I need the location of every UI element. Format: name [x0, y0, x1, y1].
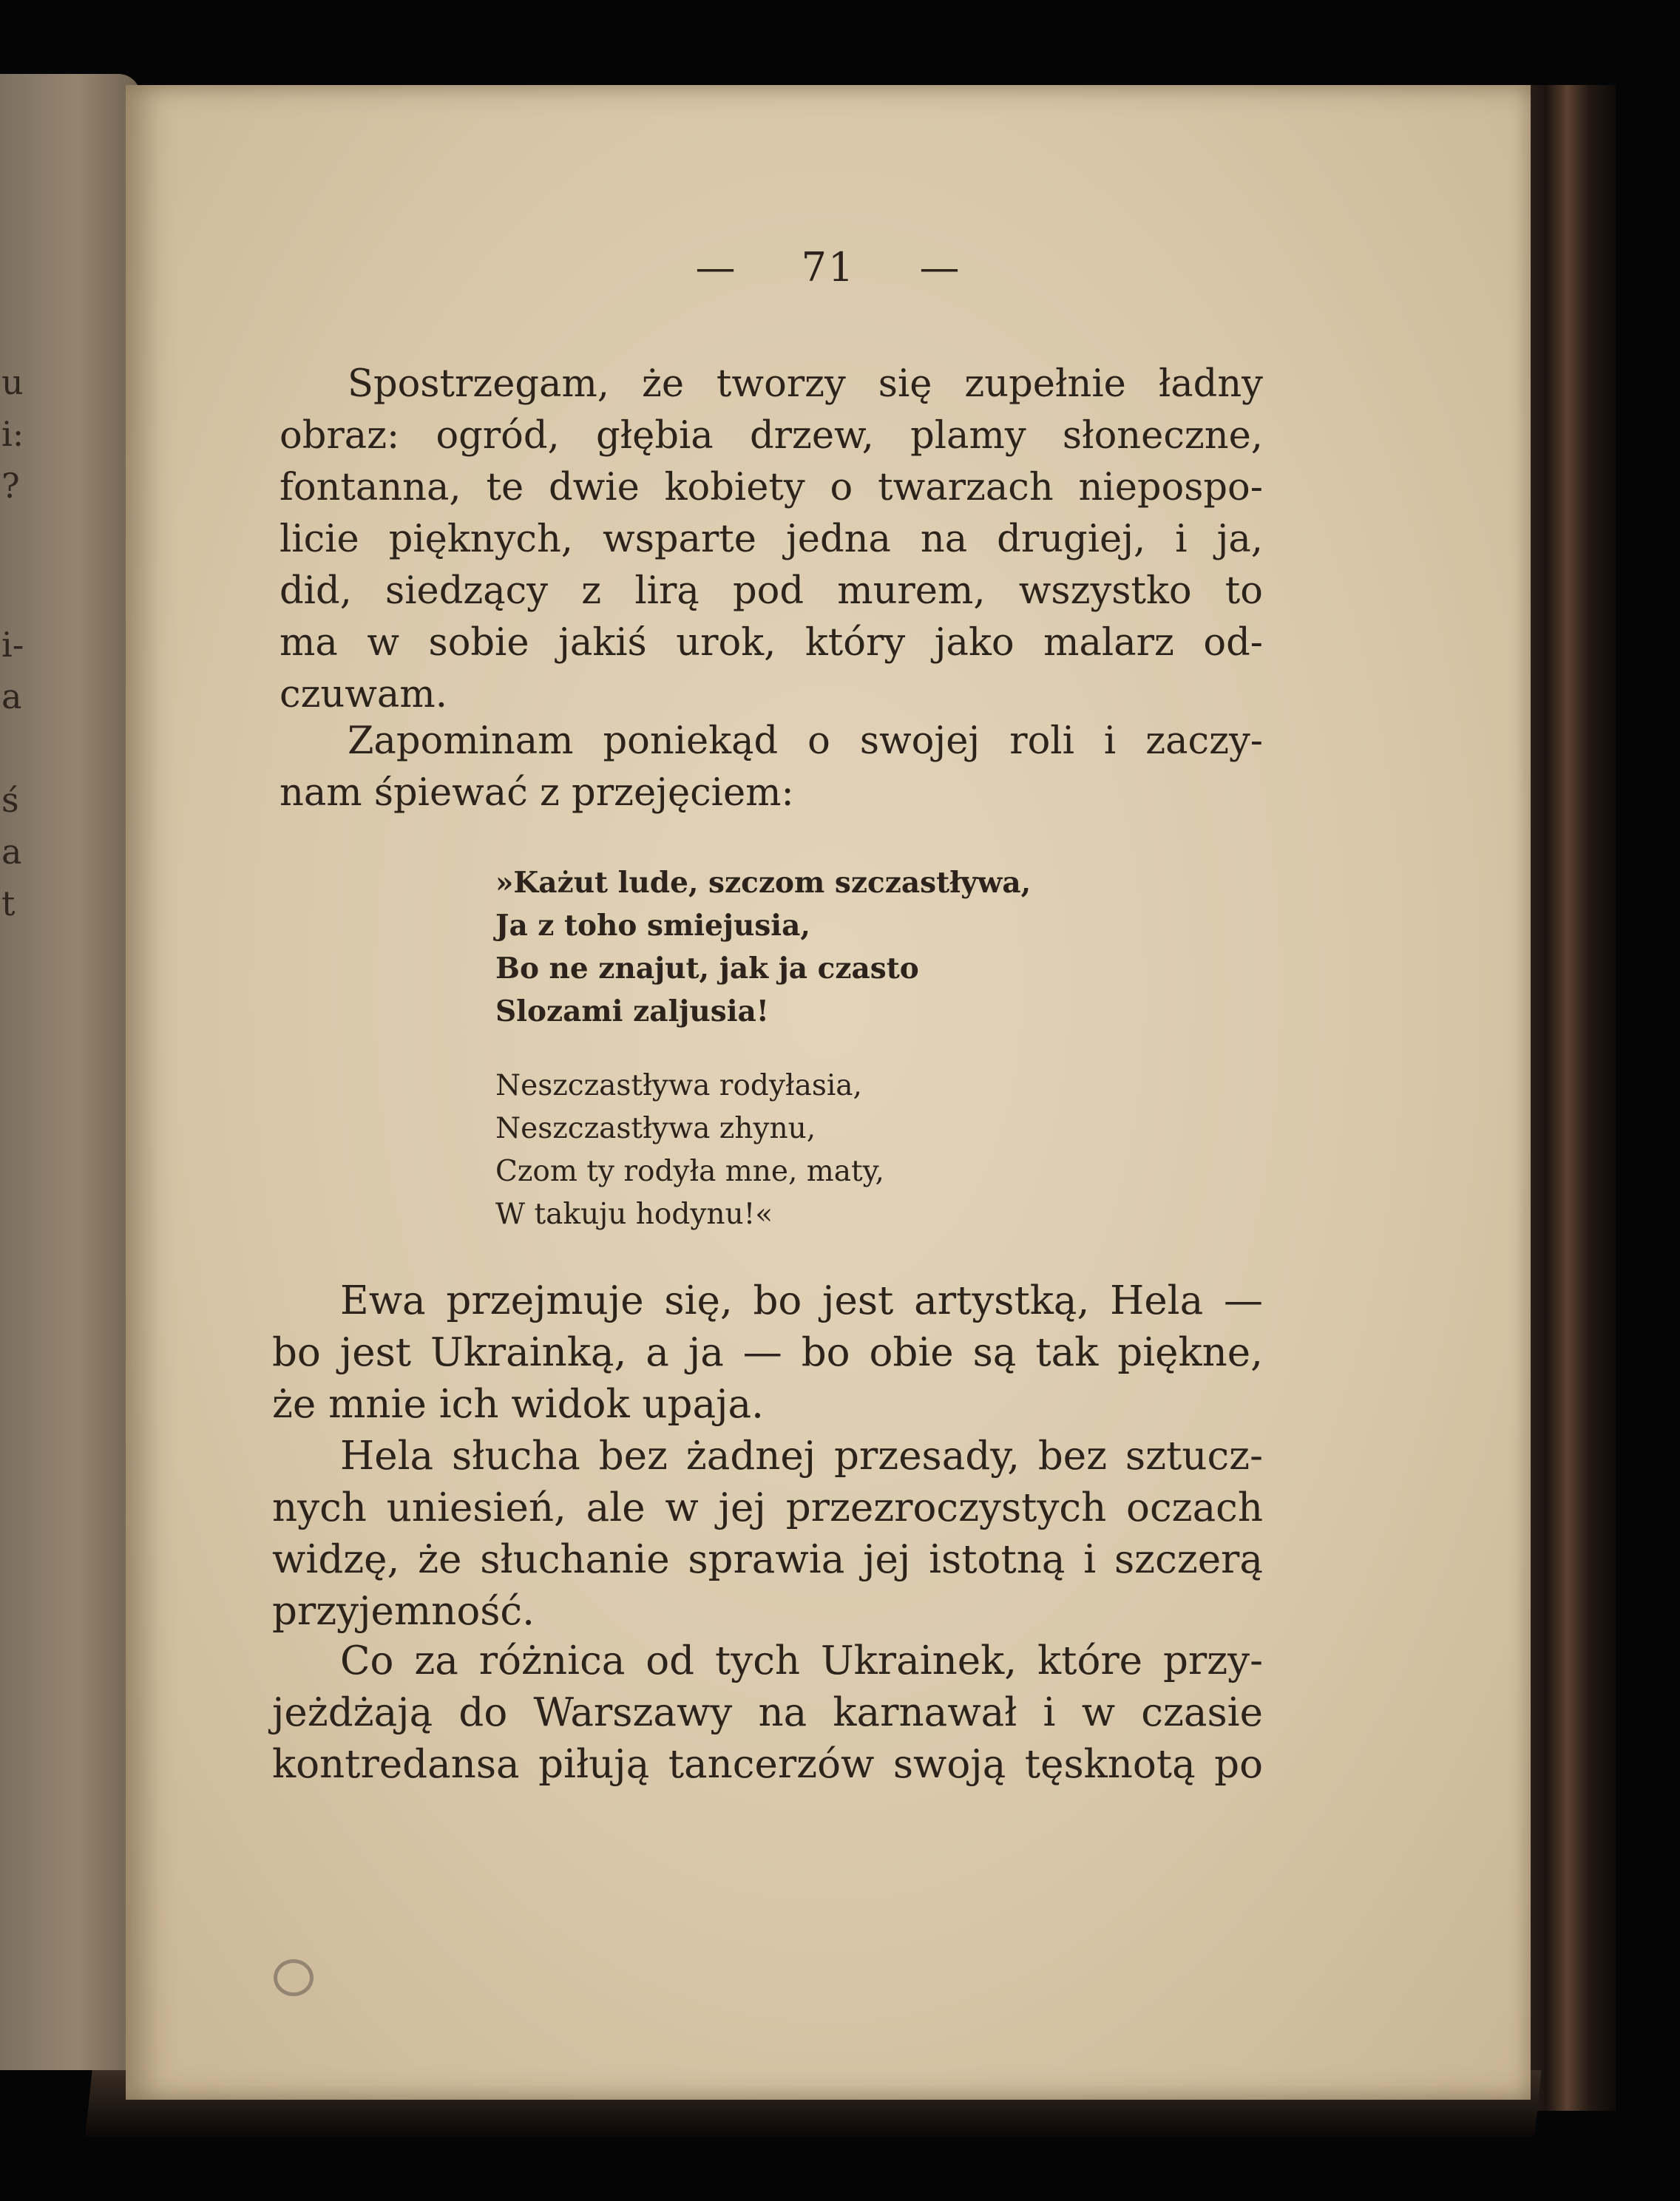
facing-page	[0, 74, 140, 2070]
text-line: ma w sobie jakiś urok, który jako malarz od-	[280, 621, 1263, 665]
text-line: Spostrzegam, że tworzy się zupełnie ładny	[348, 362, 1263, 406]
text-line: obraz: ogród, głębia drzew, plamy słoneczne,	[280, 414, 1263, 458]
paragraph	[272, 1275, 1263, 1431]
verse-line: W takuju hodynu!«	[495, 1198, 773, 1231]
text-line: nych uniesień, ale w jej przezroczystych oczach	[272, 1485, 1263, 1530]
facing-page-fragment: a	[1, 676, 22, 716]
facing-page-fragment: a	[1, 832, 22, 872]
song-stanza	[495, 1065, 884, 1236]
verse-line: Neszczastływa rodyłasia,	[495, 1069, 862, 1102]
text-line: kontredansa piłują tancerzów swoją tęsknotą po	[272, 1742, 1263, 1787]
text-line: że mnie ich widok upaja.	[272, 1382, 764, 1427]
library-stamp-mark	[274, 1959, 314, 1996]
verse-line: Neszczastływa zhynu,	[495, 1112, 816, 1145]
verse-line: Czom ty rodyła mne, maty,	[495, 1155, 884, 1188]
header-dash: —	[919, 244, 961, 291]
facing-page-fragment: ś	[1, 780, 19, 820]
text-line: did, siedzący z lirą pod murem, wszystko to	[280, 569, 1263, 613]
paragraph	[272, 1635, 1263, 1791]
verse-line: Slozami zaljusia!	[495, 994, 769, 1028]
text-line: nam śpiewać z przejęciem:	[280, 771, 794, 815]
facing-page-fragment: ?	[1, 466, 20, 506]
paragraph	[280, 716, 1263, 819]
text-line: Co za różnica od tych Ukrainek, które przy-	[340, 1638, 1263, 1683]
text-line: fontanna, te dwie kobiety o twarzach niepospo-	[280, 466, 1263, 509]
song-stanza	[495, 861, 1031, 1033]
text-line: czuwam.	[280, 673, 447, 716]
paragraph	[272, 1431, 1263, 1638]
facing-page-fragment: t	[1, 884, 16, 923]
text-line: widzę, że słuchanie sprawia jej istotną i szczerą	[272, 1537, 1263, 1582]
facing-page-fragment: u	[1, 362, 24, 402]
facing-page-fragment: i:	[1, 414, 24, 454]
text-line: Hela słucha bez żadnej przesady, bez sztucz-	[340, 1434, 1263, 1479]
verse-line: Ja z toho smiejusia,	[495, 909, 810, 943]
text-line: przyjemność.	[272, 1589, 535, 1634]
text-line: Ewa przejmuje się, bo jest artystką, Hela —	[340, 1278, 1263, 1323]
paragraph	[280, 359, 1263, 721]
page-number: 71	[801, 244, 856, 291]
text-line: bo jest Ukrainką, a ja — bo obie są tak piękne,	[272, 1330, 1263, 1375]
header-dash: —	[695, 244, 737, 291]
page-header	[126, 244, 1531, 291]
text-line: licie pięknych, wsparte jedna na drugiej, i ja,	[280, 518, 1263, 561]
text-line: Zapominam poniekąd o swojej roli i zaczy-	[348, 719, 1263, 763]
text-line: jeżdżają do Warszawy na karnawał i w czasie	[272, 1690, 1263, 1735]
verse-line: Bo ne znajut, jak ja czasto	[495, 952, 919, 986]
facing-page-fragment: i-	[1, 625, 24, 665]
verse-line: »Każut lude, szczom szczastływa,	[495, 866, 1032, 900]
